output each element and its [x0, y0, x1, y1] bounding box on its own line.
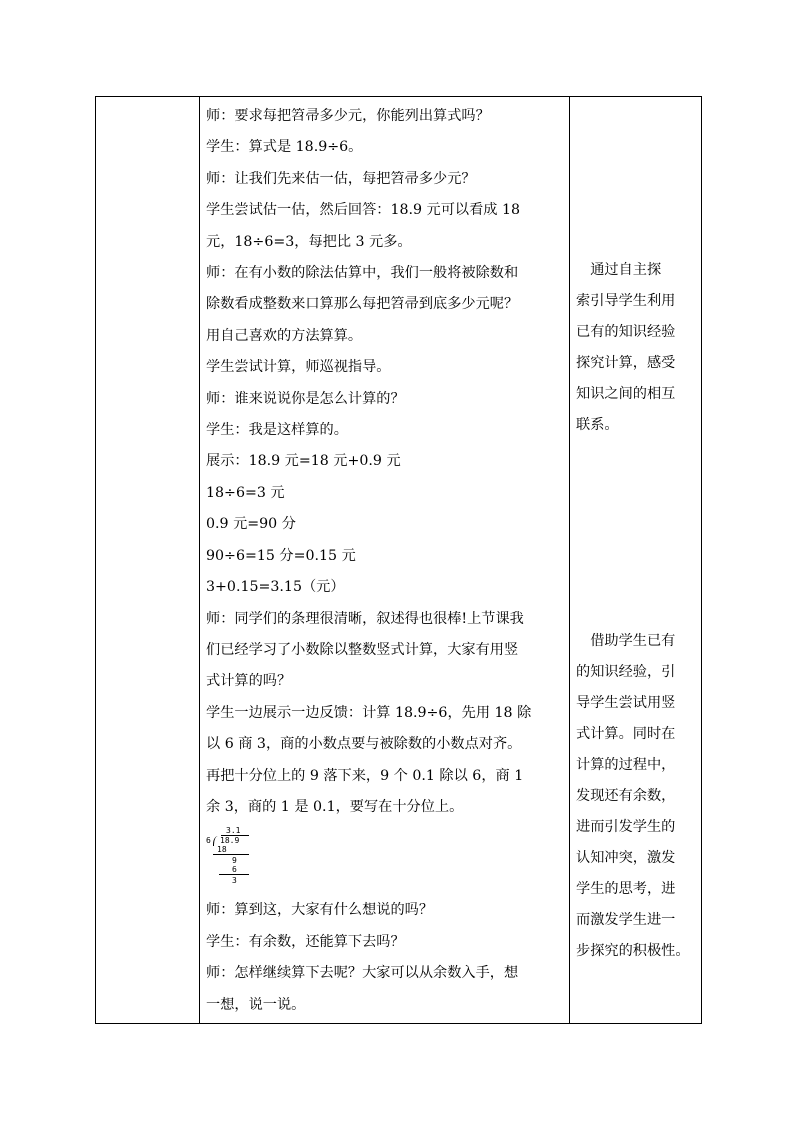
- lesson-line: 学生尝试估一估，然后回答：18.9 元可以看成 18: [206, 202, 521, 219]
- lesson-line: 0.9 元=90 分: [206, 516, 296, 533]
- note-line: 已有的知识经验: [576, 324, 676, 340]
- division-step3: 6: [232, 865, 237, 875]
- lesson-line: 师：算到这，大家有什么想说的吗？: [206, 902, 434, 919]
- division-divisor: 6: [206, 836, 211, 846]
- note-line: 导学生尝试用竖: [576, 695, 676, 711]
- design-note-2: [576, 626, 694, 967]
- note-line: 而激发学生进一: [576, 912, 676, 928]
- design-intent-cell: [570, 97, 702, 1024]
- division-step2: 9: [232, 856, 237, 866]
- division-step1: 18: [217, 845, 227, 855]
- lesson-line: 再把十分位上的 9 落下来，9 个 0.1 除以 6，商 1: [206, 767, 524, 784]
- left-empty-cell: [96, 97, 200, 1024]
- lesson-line: 展示：18.9 元=18 元+0.9 元: [206, 453, 401, 470]
- lesson-line: 们已经学习了小数除以整数竖式计算，大家有用竖: [206, 641, 519, 658]
- lesson-line: 以 6 商 3，商的小数点要与被除数的小数点对齐。: [206, 736, 522, 753]
- division-remainder: 3: [232, 876, 237, 886]
- lesson-line: 用自己喜欢的方法算算。: [206, 327, 363, 344]
- long-division-figure: [206, 827, 563, 887]
- lesson-line: 师：怎样继续算下去呢？大家可以从余数入手，想: [206, 965, 519, 982]
- lesson-line: 学生尝试计算，师巡视指导。: [206, 359, 391, 376]
- division-quotient: 3.1: [226, 826, 241, 836]
- note-line: 进而引发学生的: [576, 819, 676, 835]
- note-line: 计算的过程中，: [576, 757, 676, 773]
- lesson-line: 学生：有余数，还能算下去吗？: [206, 933, 405, 950]
- lesson-line: 90÷6=15 分=0.15 元: [206, 547, 356, 564]
- lesson-line: 3+0.15=3.15（元）: [206, 579, 345, 596]
- lesson-line: 师：同学们的条理很清晰，叙述得也很棒!上节课我: [206, 610, 524, 627]
- design-note-1: [576, 255, 694, 441]
- note-line: 发现还有余数，: [576, 788, 676, 804]
- note-line: 借助学生已有: [576, 633, 676, 649]
- note-line: 知识之间的相互: [576, 386, 676, 402]
- lesson-line: 师：在有小数的除法估算中，我们一般将被除数和: [206, 265, 519, 282]
- lesson-line: 元，18÷6=3，每把比 3 元多。: [206, 233, 412, 250]
- table-row: [96, 97, 702, 1024]
- division-dividend: 18.9: [220, 836, 240, 846]
- lesson-line: 师：要求每把笤帚多少元，你能列出算式吗？: [206, 108, 490, 124]
- lesson-plan-table: [95, 96, 702, 1024]
- division-line-2: [219, 874, 249, 875]
- lesson-line: 式计算的吗？: [206, 673, 292, 690]
- lesson-line: 学生：算式是 18.9÷6。: [206, 139, 363, 156]
- division-line-1: [213, 854, 249, 855]
- lesson-line: 除数看成整数来口算那么每把笤帚到底多少元呢？: [206, 296, 519, 313]
- lesson-line: 18÷6=3 元: [206, 484, 285, 501]
- note-line: 索引导学生利用: [576, 293, 676, 309]
- note-line: 式计算。同时在: [576, 726, 676, 742]
- lesson-line: 学生：我是这样算的。: [206, 422, 348, 439]
- note-line: 步探究的积极性。: [576, 943, 690, 959]
- lesson-line: 一想，说一说。: [206, 996, 306, 1013]
- lesson-line: 师：让我们先来估一估，每把笤帚多少元？: [206, 170, 476, 187]
- note-line: 的知识经验，引: [576, 664, 676, 680]
- teaching-process-cell: [200, 97, 570, 1024]
- lesson-line: 余 3，商的 1 是 0.1，要写在十分位上。: [206, 798, 464, 815]
- lesson-line: 师：谁来说说你是怎么计算的？: [206, 390, 405, 407]
- note-line: 联系。: [576, 417, 619, 433]
- lesson-line: 学生一边展示一边反馈：计算 18.9÷6，先用 18 除: [206, 704, 532, 721]
- note-line: 探究计算，感受: [576, 355, 676, 371]
- lesson-lines-bottom: [206, 895, 563, 1021]
- note-line: 通过自主探: [576, 262, 662, 278]
- note-line: 认知冲突，激发: [576, 850, 676, 866]
- note-line: 学生的思考，进: [576, 881, 676, 897]
- lesson-lines-top: [206, 101, 563, 823]
